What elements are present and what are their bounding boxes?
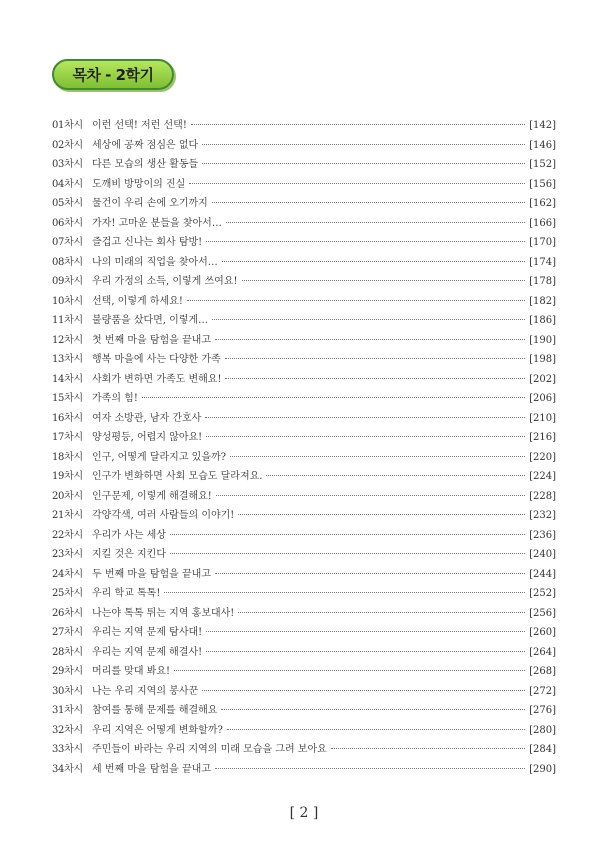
toc-entry-title: 가족의 힘! [92,393,138,404]
toc-entry-number: 02차시 [52,139,83,151]
toc-entry-number: 29차시 [52,666,83,677]
toc-dot-leader [174,670,525,671]
toc-entry [52,740,556,760]
toc-entry [52,467,556,487]
toc-entry-number: 21차시 [52,510,83,521]
toc-dot-leader [187,300,525,301]
toc-entry-title: 세상에 공짜 점심은 없다 [92,139,199,151]
toc-entry-title: 양성평등, 어렵지 않아요! [92,432,203,443]
toc-entry-page: [276] [529,705,556,716]
toc-entry-page: [166] [529,217,556,229]
toc-entry-page: [256] [529,607,556,619]
toc-dot-leader [206,241,525,242]
toc-entry-title: 머리를 맞대 봐요! [92,666,170,677]
toc-entry-number: 12차시 [52,334,83,346]
toc-dot-leader [206,436,525,437]
toc-entry [52,155,556,175]
toc-entry-number: 24차시 [52,568,83,580]
toc-entry [52,253,556,273]
toc-dot-leader [215,339,525,340]
toc-entry-page: [252] [529,588,556,599]
toc-entry-title: 우리 학교 톡톡! [92,588,161,599]
toc-entry-title: 우리 지역은 어떻게 변화할까? [92,724,223,736]
toc-entry-page: [232] [529,510,556,521]
toc-entry-page: [202] [529,373,556,385]
toc-entry [52,623,556,643]
toc-entry [52,331,556,351]
toc-entry-number: 09차시 [52,276,83,287]
toc-entry [52,350,556,370]
toc-entry-number: 33차시 [52,744,83,755]
toc-dot-leader [266,475,525,476]
toc-entry-page: [162] [529,198,556,209]
toc-entry-title: 세 번째 마을 탐험을 끝내고 [92,763,211,775]
toc-dot-leader [215,768,525,769]
toc-entry-title: 지킬 것은 지킨다 [92,549,166,560]
toc-entry-page: [174] [529,256,556,268]
toc-entry [52,428,556,448]
toc-entry [52,760,556,780]
toc-entry-page: [268] [529,666,556,677]
toc-entry-page: [170] [529,237,556,248]
section-title: 목차 - 2학기 [72,66,154,84]
toc-entry-title: 다른 모습의 생산 활동들 [92,159,199,170]
toc-entry-number: 08차시 [52,256,83,268]
toc-entry-title: 참여를 통해 문제를 해결해요 [92,705,218,716]
toc-entry-page: [264] [529,646,556,658]
toc-entry [52,136,556,156]
toc-entry [52,682,556,702]
toc-entry-title: 사회가 변하면 가족도 변해요! [92,373,222,385]
section-title-badge [52,59,174,90]
toc-entry-number: 20차시 [52,490,83,502]
toc-entry-number: 18차시 [52,451,83,463]
toc-entry-title: 우리 가정의 소득, 이렇게 쓰여요! [92,276,238,287]
toc-dot-leader [189,183,525,184]
toc-entry-number: 06차시 [52,217,83,229]
toc-entry [52,506,556,526]
toc-entry-title: 주민들이 바라는 우리 지역의 미래 모습을 그려 보아요 [92,744,327,755]
toc-entry-page: [260] [529,627,556,638]
toc-entry-title: 도깨비 방망이의 진실 [92,178,186,190]
toc-dot-leader [230,456,525,457]
toc-dot-leader [191,124,525,125]
toc-entry-title: 우리는 지역 문제 해결사! [92,646,203,658]
toc-entry [52,448,556,468]
toc-entry [52,526,556,546]
toc-entry-title: 각양각색, 여러 사람들의 이야기! [92,510,235,521]
toc-entry-page: [228] [529,490,556,502]
toc-dot-leader [238,612,525,613]
toc-entry-page: [156] [529,178,556,190]
toc-entry-page: [240] [529,549,556,560]
toc-entry-number: 15차시 [52,393,83,404]
toc-entry-page: [182] [529,295,556,307]
toc-entry-page: [178] [529,276,556,287]
toc-entry-number: 25차시 [52,588,83,599]
toc-entry-number: 04차시 [52,178,83,190]
toc-dot-leader [225,358,525,359]
toc-entry [52,175,556,195]
toc-entry-page: [186] [529,315,556,326]
toc-entry-page: [272] [529,685,556,697]
toc-dot-leader [206,631,525,632]
toc-entry-number: 14차시 [52,373,83,385]
toc-dot-leader [238,514,525,515]
toc-dot-leader [225,378,525,379]
toc-entry-page: [280] [529,724,556,736]
toc-entry-number: 22차시 [52,529,83,541]
toc-entry-number: 27차시 [52,627,83,638]
toc-entry [52,311,556,331]
toc-entry-number: 11차시 [52,315,83,326]
toc-entry-number: 07차시 [52,237,83,248]
toc-entry-title: 나는 우리 지역의 봉사꾼 [92,685,199,697]
toc-entry [52,662,556,682]
toc-entry-title: 선택, 이렇게 하세요! [92,295,183,307]
toc-dot-leader [202,144,525,145]
toc-entry-page: [152] [529,159,556,170]
toc-entry [52,214,556,234]
toc-entry-title: 첫 번째 마을 탐험을 끝내고 [92,334,211,346]
toc-entry-title: 물건이 우리 손에 오기까지 [92,198,208,209]
toc-entry [52,292,556,312]
toc-entry [52,194,556,214]
toc-entry-number: 13차시 [52,354,83,365]
toc-entry [52,272,556,292]
toc-entry [52,370,556,390]
toc-entry [52,643,556,663]
toc-dot-leader [142,397,525,398]
toc-entry-title: 두 번째 마을 탐험을 끝내고 [92,568,211,580]
toc-entry [52,116,556,136]
toc-entry [52,409,556,429]
toc-entry-number: 31차시 [52,705,83,716]
toc-entry [52,604,556,624]
toc-entry-number: 30차시 [52,685,83,697]
toc-entry [52,389,556,409]
toc-entry-title: 인구문제, 이렇게 해결해요! [92,490,212,502]
toc-entry-page: [142] [529,120,556,131]
toc-entry-number: 10차시 [52,295,83,307]
toc-entry-title: 이런 선택! 저런 선택! [92,120,187,131]
toc-entry-title: 우리가 사는 세상 [92,529,166,541]
toc-entry-page: [236] [529,529,556,541]
toc-dot-leader [226,222,525,223]
table-of-contents [52,116,556,779]
toc-dot-leader [216,495,525,496]
toc-entry [52,545,556,565]
toc-entry-page: [190] [529,334,556,346]
toc-entry-title: 여자 소방관, 남자 간호사 [92,412,202,424]
toc-dot-leader [205,417,525,418]
toc-entry-page: [216] [529,432,556,443]
toc-entry [52,233,556,253]
toc-entry-title: 우리는 지역 문제 탐사대! [92,627,203,638]
toc-entry-page: [290] [529,763,556,775]
toc-entry-number: 03차시 [52,159,83,170]
toc-entry-page: [210] [529,412,556,424]
toc-dot-leader [202,163,525,164]
toc-entry-number: 01차시 [52,120,83,131]
toc-entry-title: 인구가 변화하면 사회 모습도 달라져요. [92,471,263,482]
toc-entry-page: [244] [529,568,556,580]
toc-entry-title: 즐겁고 신나는 회사 탐방! [92,237,203,248]
toc-dot-leader [331,748,525,749]
toc-dot-leader [242,280,526,281]
toc-dot-leader [212,202,525,203]
toc-dot-leader [164,592,525,593]
toc-entry-number: 23차시 [52,549,83,560]
toc-entry-title: 나의 미래의 직업을 찾아서… [92,256,218,268]
toc-entry-title: 나는야 톡톡 튀는 지역 홍보대사! [92,607,235,619]
toc-dot-leader [206,651,525,652]
toc-entry-number: 16차시 [52,412,83,424]
toc-entry [52,487,556,507]
toc-entry [52,721,556,741]
toc-entry-number: 17차시 [52,432,83,443]
toc-entry-page: [146] [529,139,556,151]
toc-entry-number: 28차시 [52,646,83,658]
toc-dot-leader [222,261,525,262]
page-number: [ 2 ] [289,805,319,821]
toc-dot-leader [227,729,525,730]
toc-entry-page: [198] [529,354,556,365]
toc-dot-leader [202,690,525,691]
toc-entry-number: 32차시 [52,724,83,736]
toc-entry-title: 불량품을 샀다면, 이렇게… [92,315,209,326]
toc-entry-number: 26차시 [52,607,83,619]
toc-entry-page: [284] [529,744,556,755]
toc-entry [52,565,556,585]
toc-entry-page: [206] [529,393,556,404]
toc-entry-page: [224] [529,471,556,482]
toc-dot-leader [221,709,525,710]
toc-entry-page: [220] [529,451,556,463]
toc-entry [52,584,556,604]
toc-dot-leader [215,573,525,574]
toc-entry [52,701,556,721]
toc-dot-leader [170,534,525,535]
toc-entry-number: 19차시 [52,471,83,482]
toc-entry-number: 05차시 [52,198,83,209]
toc-entry-number: 34차시 [52,763,83,775]
toc-dot-leader [212,319,525,320]
toc-entry-title: 행복 마을에 사는 다양한 가족 [92,354,221,365]
toc-entry-title: 인구, 어떻게 달라지고 있을까? [92,451,226,463]
toc-dot-leader [170,553,525,554]
toc-entry-title: 가자! 고마운 분들을 찾아서… [92,217,222,229]
